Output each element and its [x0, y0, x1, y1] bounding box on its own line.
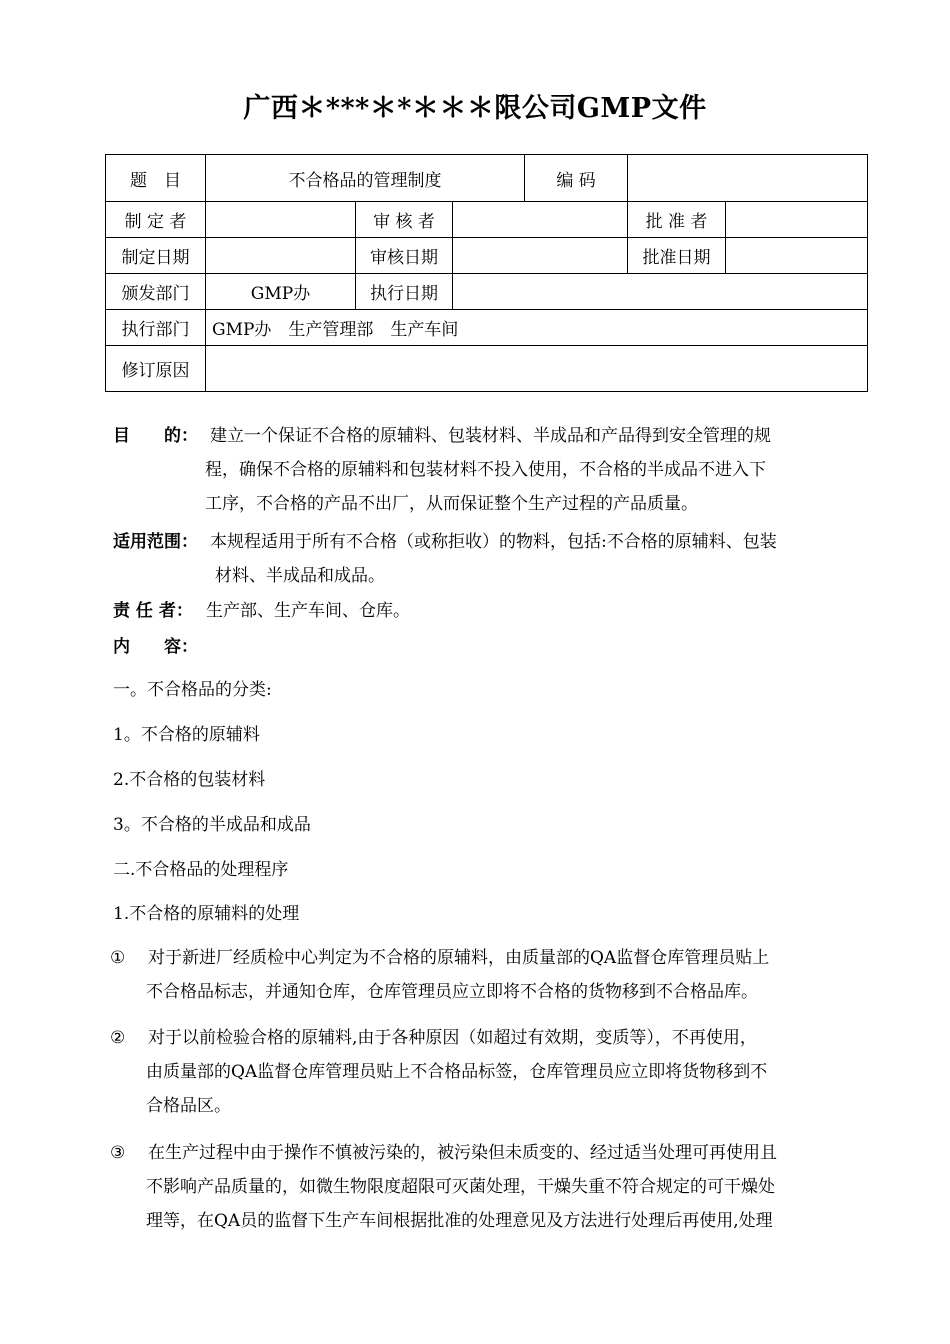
- clause-3: [110, 1136, 863, 1238]
- code-value: [628, 155, 868, 202]
- exec-date-value: [453, 274, 868, 310]
- list-item: 1。不合格的原辅料: [113, 725, 260, 745]
- heading-procedure: 二.不合格品的处理程序: [113, 860, 289, 880]
- approve-date-value: [726, 238, 868, 274]
- scope-line: 材料、半成品和成品。: [215, 566, 385, 586]
- subject-label: 题 目: [106, 155, 206, 202]
- list-item: 2.不合格的包装材料: [113, 770, 266, 790]
- issue-dept-value: GMP办: [206, 274, 356, 310]
- clause-number: ①: [110, 948, 126, 968]
- clause-line: 合格品区。: [146, 1096, 231, 1116]
- purpose-line: 工序，不合格的产品不出厂，从而保证整个生产过程的产品质量。: [205, 494, 698, 514]
- scope-section: [113, 525, 863, 593]
- reviewer-value: [453, 202, 628, 238]
- heading-classification: 一。不合格品的分类:: [113, 680, 272, 700]
- purpose-label: 目 的：: [113, 426, 198, 446]
- responsible-section: [113, 594, 863, 628]
- reviewer-label: 审 核 者: [356, 202, 453, 238]
- clause-1: [110, 941, 863, 1009]
- responsible-text: 生产部、生产车间、仓库。: [206, 601, 410, 621]
- exec-dept-label: 执行部门: [106, 310, 206, 346]
- revision-label: 修订原因: [106, 346, 206, 392]
- author-label: 制 定 者: [106, 202, 206, 238]
- author-date-value: [206, 238, 356, 274]
- purpose-section: [113, 419, 863, 521]
- clause-number: ②: [110, 1028, 126, 1048]
- responsible-label: 责 任 者：: [113, 601, 193, 621]
- clause-line: 不合格品标志，并通知仓库，仓库管理员应立即将不合格的货物移到不合格品库。: [146, 982, 758, 1002]
- exec-dept-value: GMP办 生产管理部 生产车间: [206, 310, 868, 346]
- review-date-value: [453, 238, 628, 274]
- document-info-table: [105, 154, 868, 392]
- clause-line: 理等，在QA员的监督下生产车间根据批准的处理意见及方法进行处理后再使用,处理: [146, 1211, 773, 1231]
- clause-line: 在生产过程中由于操作不慎被污染的，被污染但未质变的、经过适当处理可再使用且: [148, 1143, 777, 1163]
- content-label: 内 容：: [113, 637, 198, 657]
- clause-line: 由质量部的QA监督仓库管理员贴上不合格品标签，仓库管理员应立即将货物移到不: [146, 1062, 768, 1082]
- approver-value: [726, 202, 868, 238]
- scope-label: 适用范围：: [113, 532, 198, 552]
- revision-value: [206, 346, 868, 392]
- issue-dept-label: 颁发部门: [106, 274, 206, 310]
- scope-line: 本规程适用于所有不合格（或称拒收）的物料，包括:不合格的原辅料、包装: [210, 532, 777, 552]
- author-value: [206, 202, 356, 238]
- list-item: 3。不合格的半成品和成品: [113, 815, 311, 835]
- purpose-line: 程，确保不合格的原辅料和包装材料不投入使用，不合格的半成品不进入下: [205, 460, 766, 480]
- table-row: [106, 274, 868, 310]
- exec-date-label: 执行日期: [356, 274, 453, 310]
- subheading-raw-materials: 1.不合格的原辅料的处理: [113, 904, 300, 924]
- code-label: 编 码: [525, 155, 628, 202]
- clause-line: 对于新进厂经质检中心判定为不合格的原辅料，由质量部的QA监督仓库管理员贴上: [148, 948, 770, 968]
- table-row: [106, 346, 868, 392]
- table-row: [106, 202, 868, 238]
- clause-line: 对于以前检验合格的原辅料,由于各种原因（如超过有效期，变质等），不再使用，: [148, 1028, 757, 1048]
- document-title: 广西＊***＊*＊＊＊限公司GMP文件: [243, 93, 707, 124]
- approve-date-label: 批准日期: [628, 238, 726, 274]
- subject-value: 不合格品的管理制度: [206, 155, 525, 202]
- purpose-line: 建立一个保证不合格的原辅料、包装材料、半成品和产品得到安全管理的规: [210, 426, 771, 446]
- table-row: [106, 238, 868, 274]
- table-row: [106, 310, 868, 346]
- clause-2: [110, 1021, 863, 1123]
- clause-line: 不影响产品质量的，如微生物限度超限可灭菌处理，干燥失重不符合规定的可干燥处: [146, 1177, 775, 1197]
- clause-number: ③: [110, 1143, 126, 1163]
- author-date-label: 制定日期: [106, 238, 206, 274]
- table-row: [106, 155, 868, 202]
- approver-label: 批 准 者: [628, 202, 726, 238]
- review-date-label: 审核日期: [356, 238, 453, 274]
